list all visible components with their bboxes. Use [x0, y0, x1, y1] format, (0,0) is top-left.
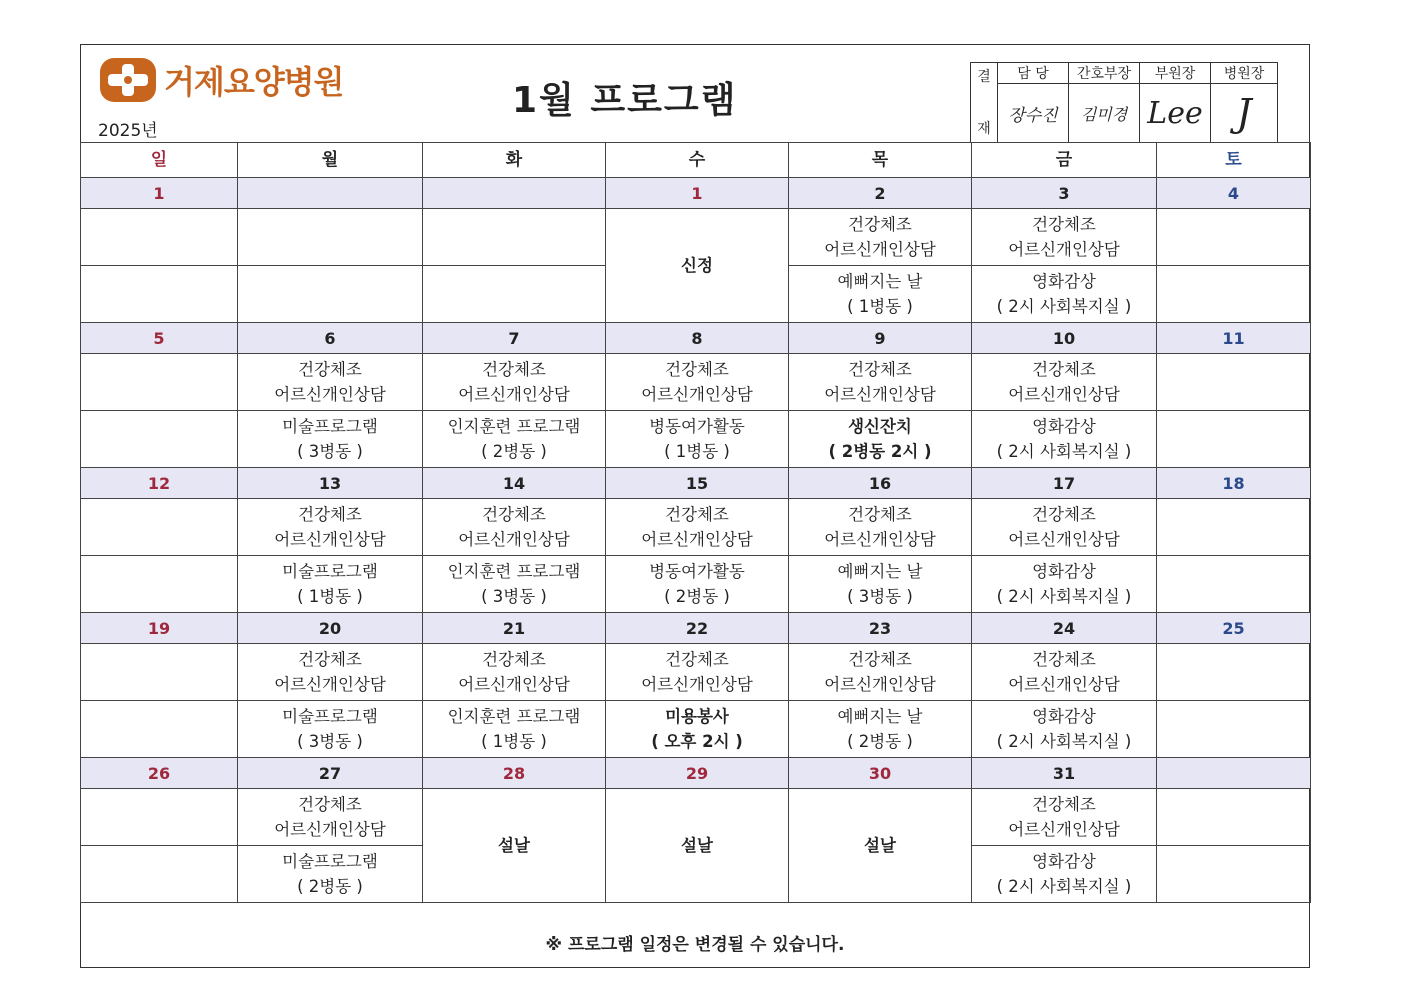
activity-cell	[1157, 701, 1311, 758]
date-row	[81, 323, 1311, 354]
date-cell: 10	[972, 323, 1157, 354]
weekday-header-row	[81, 143, 1311, 178]
date-cell	[1157, 758, 1311, 789]
weekday-wed: 수	[606, 143, 789, 178]
holiday-cell: 신정	[606, 209, 789, 323]
activity-cell: 건강체조 어르신개인상담	[606, 354, 789, 411]
date-cell: 20	[238, 613, 423, 644]
activity-cell: 건강체조 어르신개인상담	[423, 499, 606, 556]
date-cell: 3	[972, 178, 1157, 209]
hospital-name: 거제요양병원	[164, 63, 344, 101]
weekday-tue: 화	[423, 143, 606, 178]
activity-cell	[81, 789, 238, 846]
date-cell: 18	[1157, 468, 1311, 499]
activity-cell: 인지훈련 프로그램 ( 2병동 )	[423, 411, 606, 468]
activity-cell	[81, 499, 238, 556]
signature-staff: 장수진	[998, 84, 1069, 143]
holiday-cell: 설날	[789, 789, 972, 903]
weekday-thu: 목	[789, 143, 972, 178]
activity-row-1	[81, 789, 1311, 846]
activity-cell	[81, 266, 238, 323]
page-title: 1월 프로그램	[512, 80, 738, 121]
activity-cell: 영화감상 ( 2시 사회복지실 )	[972, 701, 1157, 758]
date-cell: 27	[238, 758, 423, 789]
activity-cell: 예뻐지는 날 ( 2병동 )	[789, 701, 972, 758]
date-cell: 22	[606, 613, 789, 644]
activity-cell: 미술프로그램 ( 1병동 )	[238, 556, 423, 613]
date-cell: 26	[81, 758, 238, 789]
activity-cell: 건강체조 어르신개인상담	[972, 499, 1157, 556]
activity-cell	[81, 354, 238, 411]
date-cell: 13	[238, 468, 423, 499]
role-director: 병원장	[1211, 63, 1278, 84]
activity-row-1	[81, 354, 1311, 411]
activity-cell: 건강체조 어르신개인상담	[789, 644, 972, 701]
date-cell: 8	[606, 323, 789, 354]
activity-cell: 영화감상 ( 2시 사회복지실 )	[972, 846, 1157, 903]
activity-cell: 미술프로그램 ( 3병동 )	[238, 701, 423, 758]
weekday-fri: 금	[972, 143, 1157, 178]
activity-cell: 건강체조 어르신개인상담	[972, 789, 1157, 846]
date-cell	[423, 178, 606, 209]
activity-cell	[423, 209, 606, 266]
approval-label-top: 결	[977, 68, 991, 85]
date-cell: 14	[423, 468, 606, 499]
activity-cell: 건강체조 어르신개인상담	[606, 644, 789, 701]
activity-row-2	[81, 556, 1311, 613]
weekday-mon: 월	[238, 143, 423, 178]
date-cell: 1	[81, 178, 238, 209]
date-cell: 2	[789, 178, 972, 209]
date-cell: 6	[238, 323, 423, 354]
activity-cell: 영화감상 ( 2시 사회복지실 )	[972, 266, 1157, 323]
activity-cell	[81, 644, 238, 701]
activity-cell: 건강체조 어르신개인상담	[423, 644, 606, 701]
activity-cell	[1157, 789, 1311, 846]
date-cell: 16	[789, 468, 972, 499]
role-nursing-head: 간호부장	[1069, 63, 1140, 84]
date-cell: 28	[423, 758, 606, 789]
activity-cell: 병동여가활동 ( 2병동 )	[606, 556, 789, 613]
date-cell: 9	[789, 323, 972, 354]
activity-cell: 인지훈련 프로그램 ( 1병동 )	[423, 701, 606, 758]
activity-cell: 건강체조 어르신개인상담	[972, 354, 1157, 411]
activity-cell: 건강체조 어르신개인상담	[972, 209, 1157, 266]
activity-cell: 미술프로그램 ( 2병동 )	[238, 846, 423, 903]
activity-row-1	[81, 499, 1311, 556]
year-label: 2025년	[98, 121, 158, 141]
activity-cell: 예뻐지는 날 ( 3병동 )	[789, 556, 972, 613]
activity-cell	[1157, 209, 1311, 266]
activity-cell: 건강체조 어르신개인상담	[238, 499, 423, 556]
activity-cell: 건강체조 어르신개인상담	[238, 354, 423, 411]
activity-cell	[238, 209, 423, 266]
activity-cell	[81, 701, 238, 758]
date-cell: 19	[81, 613, 238, 644]
date-row	[81, 758, 1311, 789]
activity-cell: 미술프로그램 ( 3병동 )	[238, 411, 423, 468]
date-cell: 30	[789, 758, 972, 789]
activity-row-2	[81, 701, 1311, 758]
activity-cell	[423, 266, 606, 323]
signature-vice-director: Lee	[1140, 84, 1211, 143]
activity-cell	[81, 556, 238, 613]
date-cell: 25	[1157, 613, 1311, 644]
activity-cell	[1157, 644, 1311, 701]
role-vice-director: 부원장	[1140, 63, 1211, 84]
date-cell: 21	[423, 613, 606, 644]
activity-cell	[81, 411, 238, 468]
footer-note: ※ 프로그램 일정은 변경될 수 있습니다.	[545, 935, 845, 955]
holiday-cell: 설날	[606, 789, 789, 903]
activity-cell	[1157, 499, 1311, 556]
date-cell	[238, 178, 423, 209]
date-cell: 29	[606, 758, 789, 789]
activity-cell	[1157, 411, 1311, 468]
activity-cell	[1157, 846, 1311, 903]
approval-box	[970, 62, 1278, 143]
date-cell: 12	[81, 468, 238, 499]
activity-cell: 병동여가활동 ( 1병동 )	[606, 411, 789, 468]
activity-cell: 건강체조 어르신개인상담	[789, 209, 972, 266]
date-cell: 5	[81, 323, 238, 354]
date-cell: 23	[789, 613, 972, 644]
date-cell: 1	[606, 178, 789, 209]
activity-cell	[81, 209, 238, 266]
weekday-sun: 일	[81, 143, 238, 178]
date-cell: 31	[972, 758, 1157, 789]
activity-cell: 미용봉사 ( 오후 2시 )	[606, 701, 789, 758]
activity-row-1	[81, 209, 1311, 266]
activity-cell: 영화감상 ( 2시 사회복지실 )	[972, 556, 1157, 613]
holiday-cell: 설날	[423, 789, 606, 903]
weekday-sat: 토	[1157, 143, 1311, 178]
date-cell: 17	[972, 468, 1157, 499]
date-row	[81, 613, 1311, 644]
activity-cell: 건강체조 어르신개인상담	[238, 789, 423, 846]
activity-cell: 건강체조 어르신개인상담	[238, 644, 423, 701]
activity-cell: 인지훈련 프로그램 ( 3병동 )	[423, 556, 606, 613]
date-cell: 24	[972, 613, 1157, 644]
activity-cell: 영화감상 ( 2시 사회복지실 )	[972, 411, 1157, 468]
date-row	[81, 178, 1311, 209]
activity-cell: 예뻐지는 날 ( 1병동 )	[789, 266, 972, 323]
date-cell: 15	[606, 468, 789, 499]
activity-cell: 생신잔치 ( 2병동 2시 )	[789, 411, 972, 468]
calendar-table	[80, 142, 1311, 903]
activity-cell: 건강체조 어르신개인상담	[606, 499, 789, 556]
activity-cell	[1157, 556, 1311, 613]
signature-director: J	[1211, 84, 1278, 143]
activity-cell: 건강체조 어르신개인상담	[972, 644, 1157, 701]
date-cell: 4	[1157, 178, 1311, 209]
activity-cell: 건강체조 어르신개인상담	[789, 354, 972, 411]
approval-label-bottom: 재	[977, 120, 991, 137]
cross-logo-icon	[98, 56, 158, 104]
activity-row-1	[81, 644, 1311, 701]
date-cell: 7	[423, 323, 606, 354]
activity-cell	[238, 266, 423, 323]
date-row	[81, 468, 1311, 499]
approval-label	[971, 63, 998, 143]
activity-cell	[81, 846, 238, 903]
activity-cell	[1157, 354, 1311, 411]
date-cell: 11	[1157, 323, 1311, 354]
activity-cell: 건강체조 어르신개인상담	[423, 354, 606, 411]
role-staff: 담 당	[998, 63, 1069, 84]
signature-nursing-head: 김미경	[1069, 84, 1140, 143]
hospital-logo	[98, 56, 343, 104]
activity-cell: 건강체조 어르신개인상담	[789, 499, 972, 556]
activity-row-2	[81, 411, 1311, 468]
activity-cell	[1157, 266, 1311, 323]
